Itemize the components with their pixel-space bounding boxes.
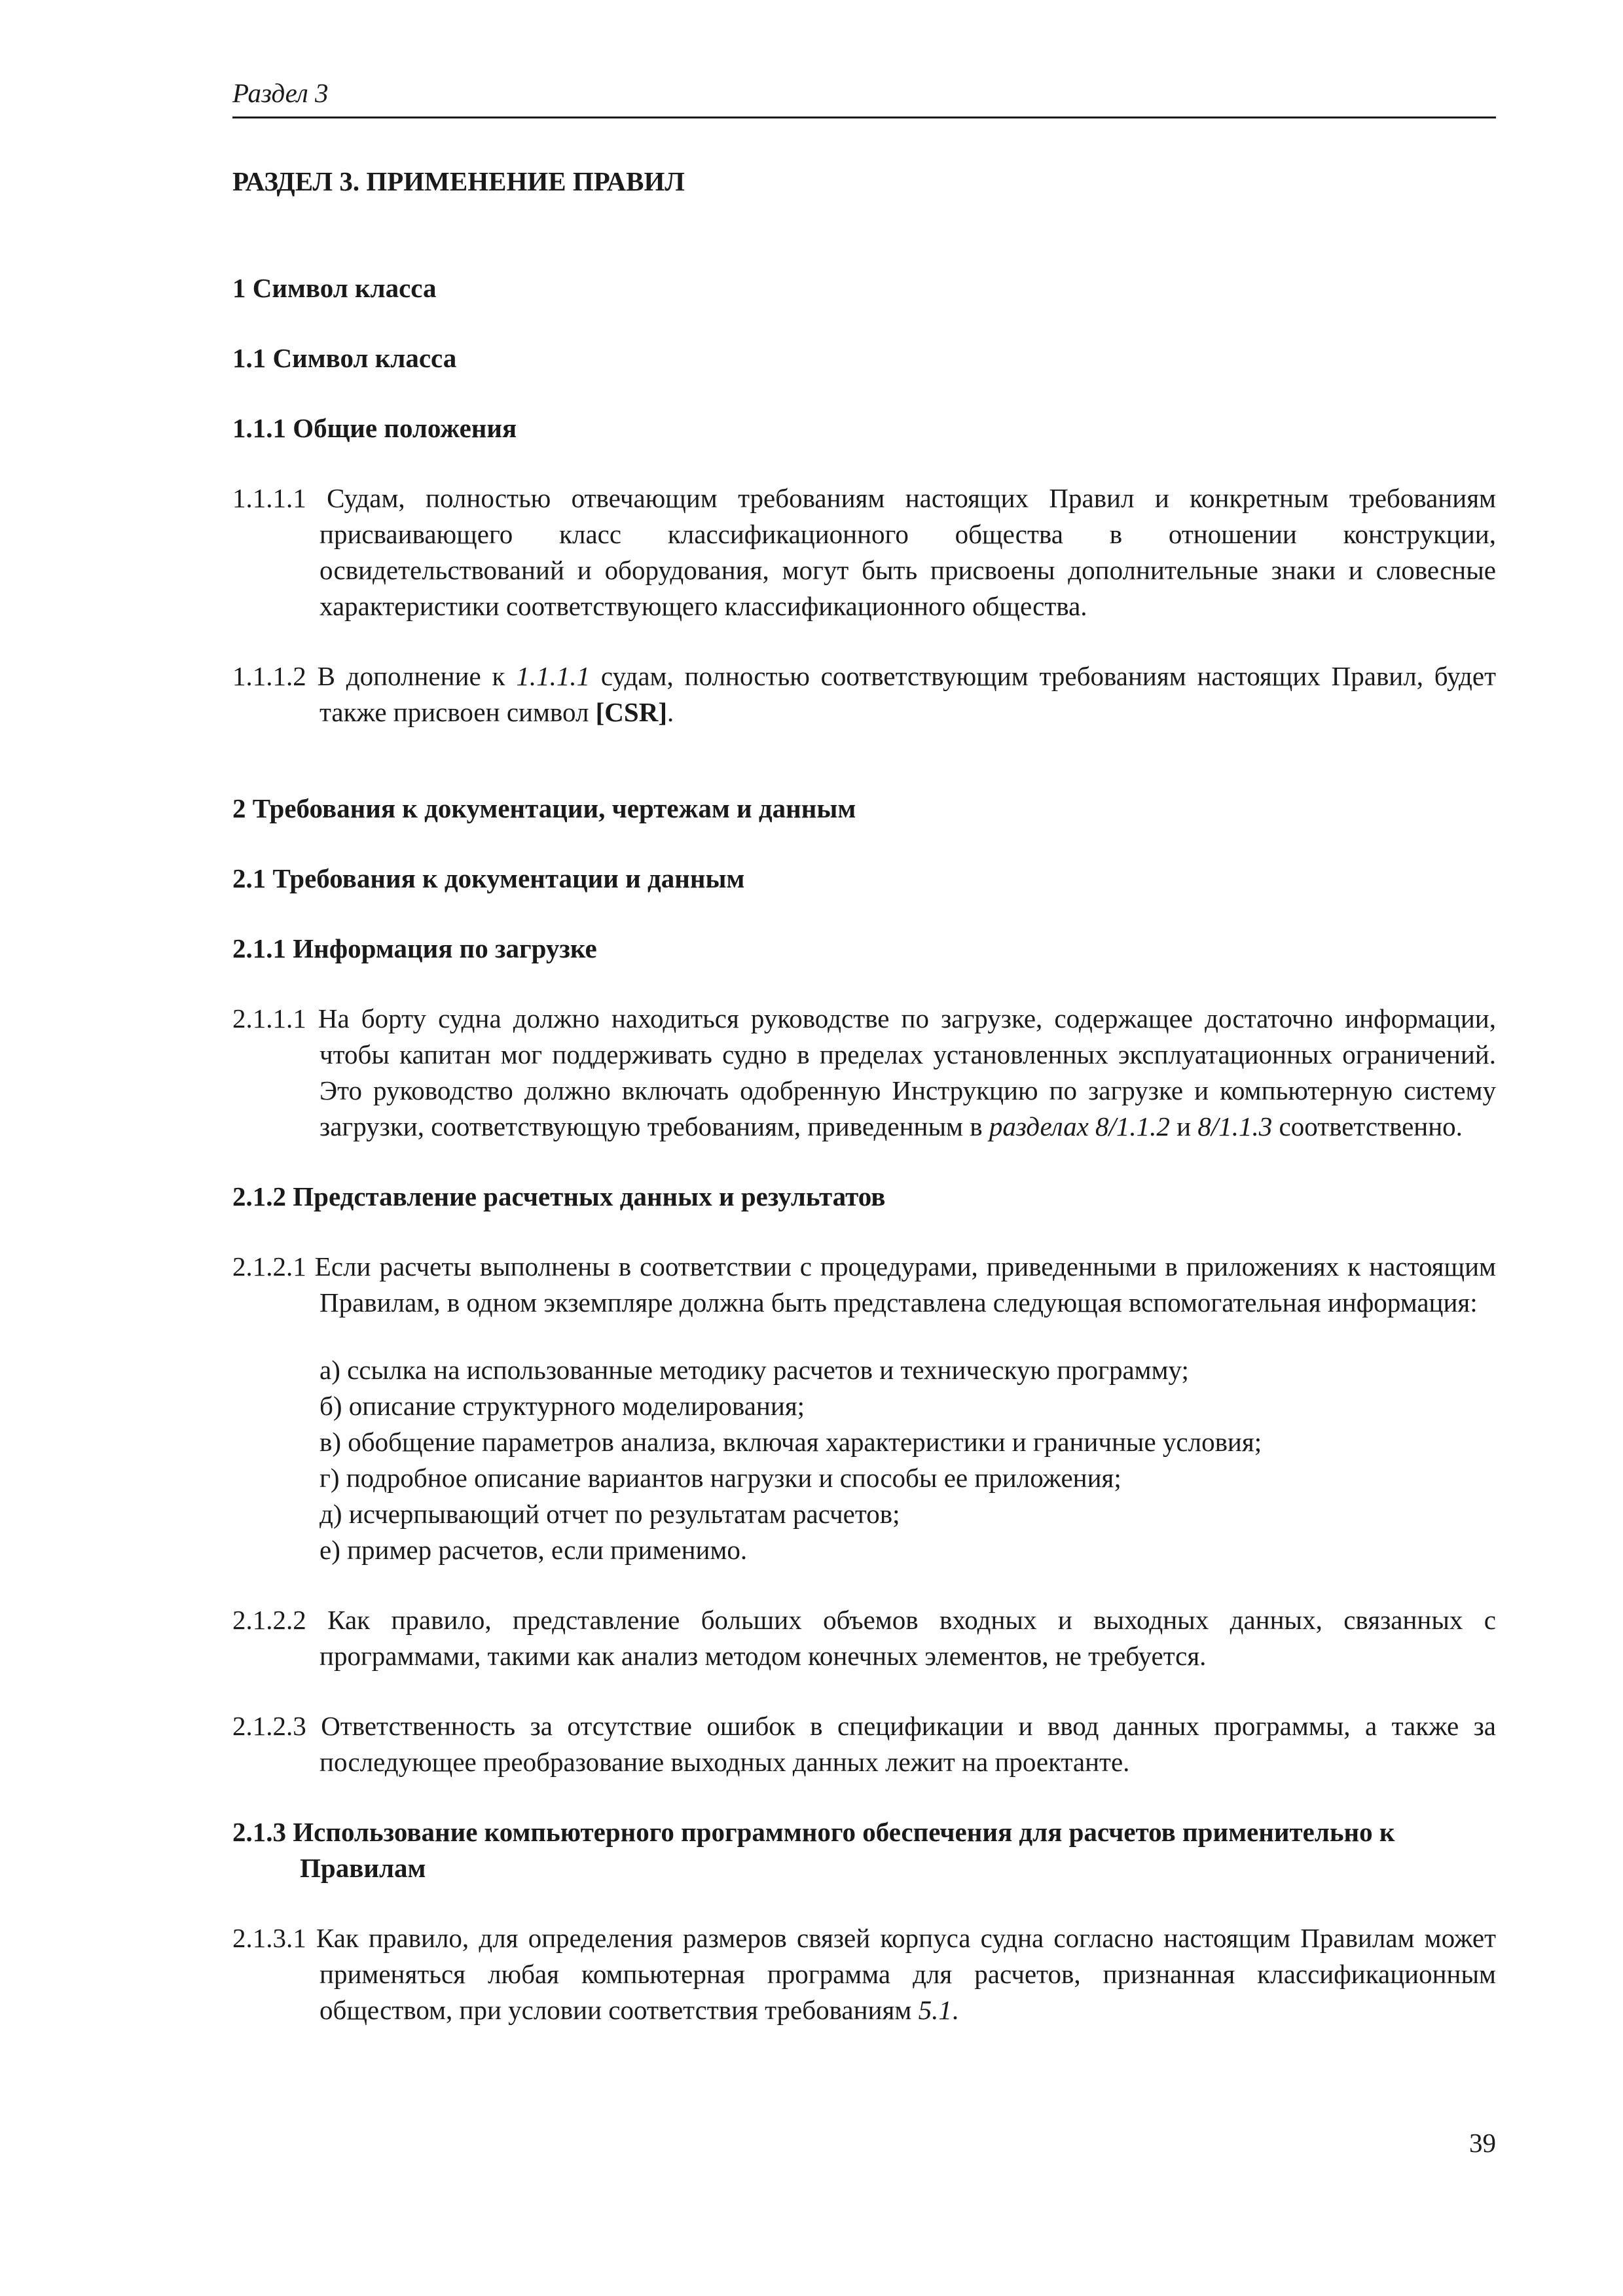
heading-2-1-2: 2.1.2 Представление расчетных данных и результатов <box>232 1181 886 1211</box>
list-item: в) обобщение параметров анализа, включая характеристики и граничные условия; <box>319 1427 1262 1457</box>
paragraph-text: и <box>1169 1111 1198 1141</box>
paragraph-2-1-2-1: 2.1.2.1 Если расчеты выполнены в соответствии с процедурами, приведенными в приложениях к настоящим Правилам, в одном экземпляре должна быть представлена следующая вспомогательная информация: <box>232 1251 1496 1318</box>
heading-2: 2 Требования к документации, чертежам и данным <box>232 793 856 823</box>
spacer <box>232 764 1496 791</box>
cross-reference: 5.1 <box>918 1995 952 2025</box>
heading-1-1-1: 1.1.1 Общие положения <box>232 413 517 443</box>
list-item: г) подробное описание вариантов нагрузки и способы ее приложения; <box>319 1463 1122 1493</box>
heading-2-1: 2.1 Требования к документации и данным <box>232 863 745 893</box>
paragraph-text: 2.1.3.1 Как правило, для определения размеров связей корпуса судна согласно настоящим Правилам может применяться любая компьютерная программа для расчетов, признанная классификационным обществом, при условии соответствия требованиям <box>232 1923 1496 2025</box>
list-item: е) пример расчетов, если применимо. <box>319 1535 748 1565</box>
cross-reference: разделах 8/1.1.2 <box>989 1111 1170 1141</box>
paragraph-text: . <box>666 697 674 727</box>
paragraph-2-1-2-3: 2.1.2.3 Ответственность за отсутствие ошибок в спецификации и ввод данных программы, а также за последующее преобразование выходных данных лежит на проектанте. <box>232 1711 1496 1777</box>
paragraph-text: соответственно. <box>1272 1111 1463 1141</box>
list-item: б) описание структурного моделирования; <box>319 1391 805 1421</box>
document-page <box>232 0 1496 2296</box>
list-item: а) ссылка на использованные методику расчетов и техническую программу; <box>319 1355 1189 1385</box>
info-list <box>232 1352 1496 1568</box>
heading-1-1: 1.1 Символ класса <box>232 343 457 373</box>
page-number: 39 <box>1469 2128 1496 2158</box>
class-symbol: [CSR] <box>595 697 667 727</box>
paragraph-2-1-2-2: 2.1.2.2 Как правило, представление больших объемов входных и выходных данных, связанных с программами, такими как анализ методом конечных элементов, не требуется. <box>232 1605 1496 1671</box>
header-rule <box>232 117 1496 118</box>
cross-reference: 1.1.1.1 <box>516 661 591 691</box>
paragraph-2-1-1-1 <box>232 1001 1496 1145</box>
paragraph-text: 2.1.1.1 На борту судна должно находиться руководстве по загрузке, содержащее достаточно информации, чтобы капитан мог поддерживать судно в пределах установленных эксплуатационных ограничений. Это руководство должно включать одобренную Инструкцию по загрузке и компьютерную систему загрузки, соответствующую требованиям, приведенным в <box>232 1003 1496 1141</box>
heading-1: 1 Символ класса <box>232 273 437 303</box>
section-title: РАЗДЕЛ 3. ПРИМЕНЕНИЕ ПРАВИЛ <box>232 166 685 196</box>
paragraph-1-1-1-2 <box>232 658 1496 730</box>
running-header: Раздел 3 <box>232 78 329 108</box>
page-content <box>232 164 1496 2062</box>
heading-2-1-1: 2.1.1 Информация по загрузке <box>232 933 597 963</box>
cross-reference: 8/1.1.3 <box>1197 1111 1273 1141</box>
list-item: д) исчерпывающий отчет по результатам расчетов; <box>319 1499 900 1529</box>
paragraph-text: судам, полностью соответствующим требованиям настоящих Правил, будет также присвоен символ <box>319 661 1496 727</box>
heading-2-1-3: 2.1.3 Использование компьютерного программного обеспечения для расчетов применительно к Правилам <box>232 1817 1395 1883</box>
paragraph-1-1-1-1: 1.1.1.1 Судам, полностью отвечающим требованиям настоящих Правил и конкретным требованиям присваивающего класс классификационного общества в отношении конструкции, освидетельствований и оборудования, могут быть присвоены дополнительные знаки и словесные характеристики соответствующего классификационного общества. <box>232 483 1496 621</box>
paragraph-text: . <box>951 1995 959 2025</box>
paragraph-2-1-3-1 <box>232 1920 1496 2028</box>
paragraph-text: 1.1.1.2 В дополнение к <box>232 661 517 691</box>
